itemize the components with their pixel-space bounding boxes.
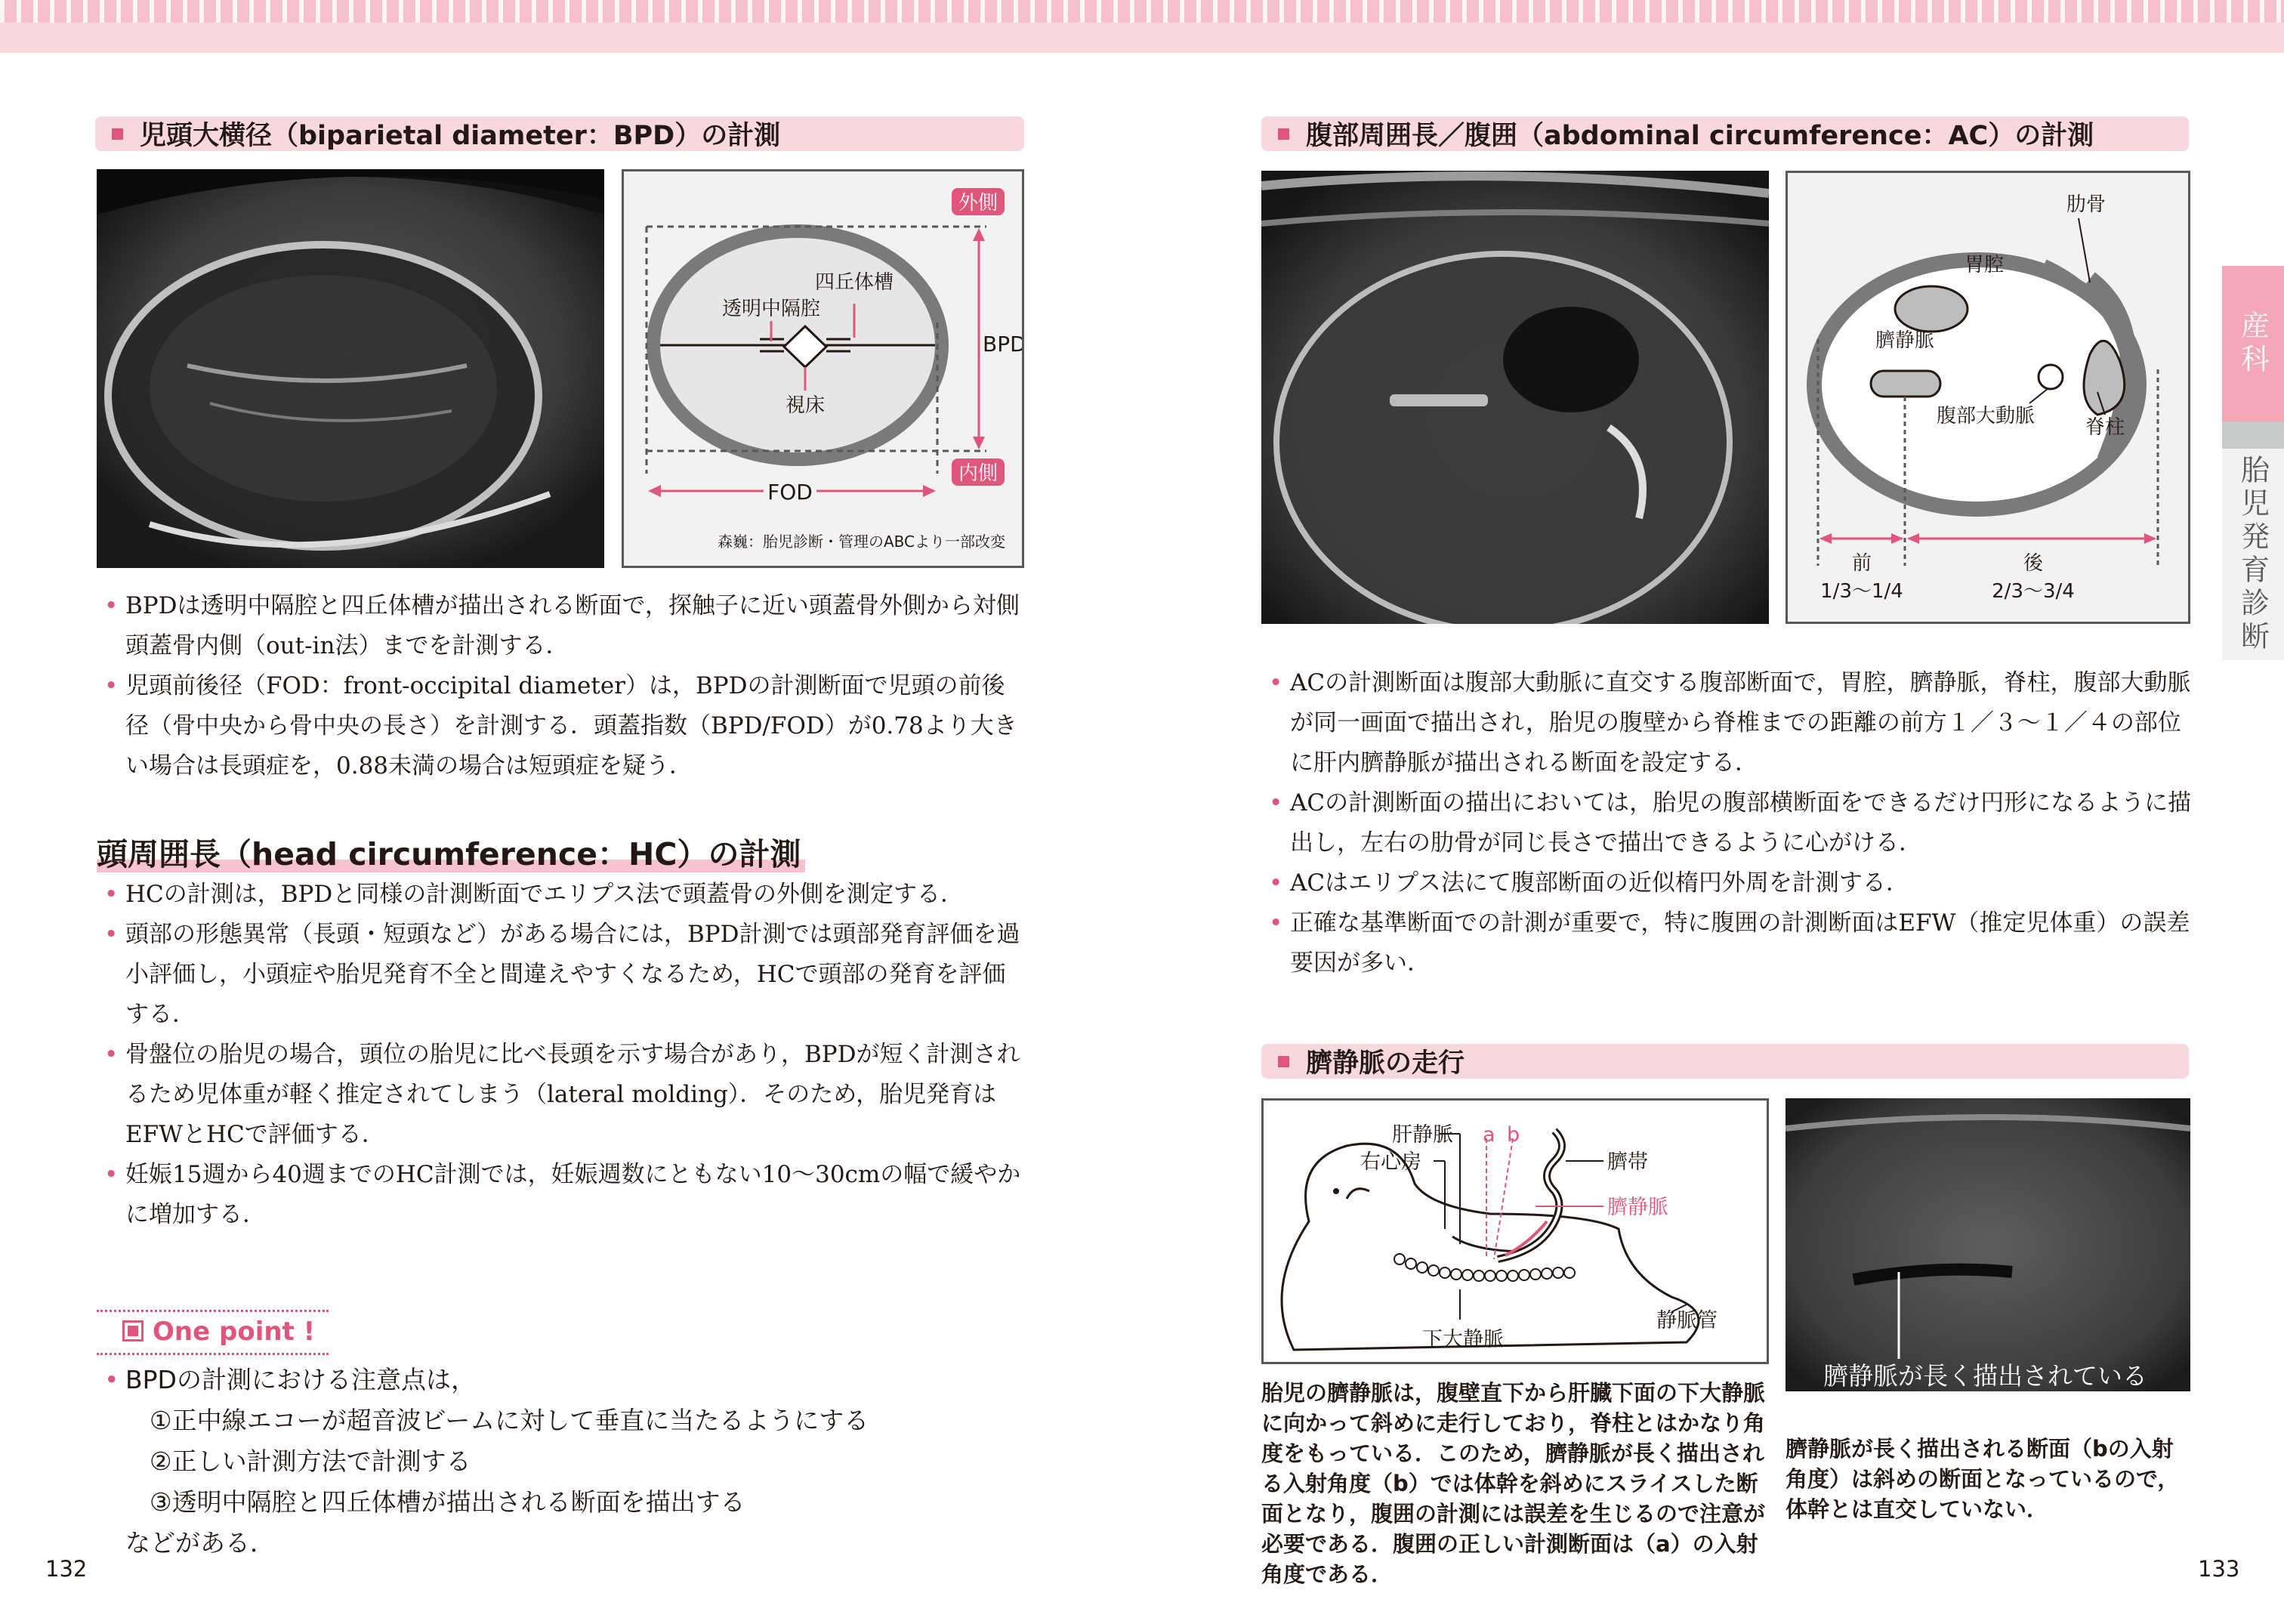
square-bullet-icon bbox=[1278, 1056, 1289, 1067]
ivc-label: 下大静脈 bbox=[1422, 1328, 1504, 1351]
thalamus-label: 視床 bbox=[785, 394, 826, 417]
front-ratio: 1/3～1/4 bbox=[1820, 580, 1903, 603]
one-point-item: ①正中線エコーが超音波ビームに対して垂直に当たるようにする bbox=[150, 1406, 869, 1435]
rib-label: 肋骨 bbox=[2066, 193, 2107, 216]
ac-section-heading: 腹部周囲長／腹囲（abdominal circumference：AC）の計測 bbox=[1261, 116, 2189, 151]
bpd-bullet-list bbox=[97, 586, 1027, 786]
umbilical-vein-caption-right: 臍静脈が長く描出される断面（bの入射角度）は斜めの断面となっているので，体幹とは直交していない． bbox=[1786, 1436, 2180, 1522]
aorta-label: 腹部大動脈 bbox=[1936, 405, 2036, 428]
diagram-source: 森巍：胎児診断・管理のABCより一部改変 bbox=[717, 533, 1005, 551]
one-point-intro: • BPDの計測における注意点は， bbox=[104, 1365, 476, 1394]
side-tab-obstetrics[interactable]: 産科 bbox=[2222, 266, 2284, 421]
angle-b-label: b bbox=[1507, 1123, 1520, 1147]
one-point-body bbox=[97, 1360, 1027, 1564]
side-tab-fetal-growth-label: 胎児発育診断 bbox=[2222, 449, 2284, 660]
square-bullet-icon bbox=[1278, 128, 1289, 140]
ac-diagram bbox=[1786, 171, 2190, 624]
list-item: • ACの計測断面の描出においては，胎児の腹部横断面をできるだけ円形になるように描出し，左右の肋骨が同じ長さで描出できるように心がける． bbox=[1261, 783, 2192, 863]
one-point-item: ③透明中隔腔と四丘体槽が描出される断面を描出する bbox=[150, 1487, 745, 1517]
list-item: • 正確な基準断面での計測が重要で，特に腹囲の計測断面はEFW（推定児体重）の誤差要因が多い． bbox=[1261, 903, 2192, 983]
one-point-item: ②正しい計測方法で計測する bbox=[150, 1446, 471, 1476]
back-ratio: 2/3～3/4 bbox=[1992, 580, 2075, 603]
hc-bullet-list bbox=[97, 875, 1027, 1235]
one-point-header: One point ! bbox=[97, 1310, 329, 1355]
umbilical-vein-ultrasound-image bbox=[1786, 1098, 2190, 1391]
quadrigeminal-cistern-label: 四丘体槽 bbox=[814, 271, 894, 294]
one-point-outro: などがある． bbox=[125, 1528, 275, 1558]
umbilical-cord-label: 臍帯 bbox=[1607, 1150, 1648, 1174]
umbilical-vein-caption-left: 胎児の臍静脈は，腹壁直下から肝臓下面の下大静脈に向かって斜めに走行しており，脊柱とはかなり角度をもっている．このため，臍静脈が長く描出される入射角度（b）では体幹を斜めにスライスした断面となり，腹囲の計測には誤差を生じるので注意が必要である．腹囲の正しい計測断面は（a）の入射角度である． bbox=[1261, 1380, 1766, 1587]
list-item: • HCの計測は，BPDと同様の計測断面でエリプス法で頭蓋骨の外側を測定する． bbox=[97, 875, 1027, 915]
square-bullet-icon bbox=[112, 128, 123, 140]
hepatic-vein-label: 肝静脈 bbox=[1392, 1123, 1453, 1147]
ac-bullet-list bbox=[1261, 663, 2192, 983]
outer-label: 外側 bbox=[958, 192, 998, 215]
list-item: • ACはエリプス法にて腹部断面の近似楕円外周を計測する． bbox=[1261, 863, 2192, 903]
list-item: • BPDは透明中隔腔と四丘体槽が描出される断面で，探触子に近い頭蓋骨外側から対側頭蓋骨内側（out-in法）までを計測する． bbox=[97, 586, 1027, 666]
stomach-label: 胃腔 bbox=[1964, 254, 2005, 276]
list-item: • 骨盤位の胎児の場合，頭位の胎児に比べ長頭を示す場合があり，BPDが短く計測されるため児体重が軽く推定されてしまう（lateral molding）．そのため，胎児発育はEFWとHCで評価する． bbox=[97, 1035, 1027, 1155]
right-atrium-label: 右心房 bbox=[1360, 1150, 1421, 1174]
spine-label: 脊柱 bbox=[2085, 416, 2125, 439]
top-decorative-band bbox=[0, 0, 2284, 53]
side-tab-fetal-growth[interactable] bbox=[2222, 421, 2284, 449]
one-point-icon bbox=[122, 1320, 144, 1341]
ductus-venosus-label: 静脈管 bbox=[1656, 1309, 1718, 1332]
page-number-right: 133 bbox=[2198, 1556, 2240, 1582]
fod-label: FOD bbox=[767, 480, 813, 505]
bpd-diagram bbox=[622, 169, 1024, 568]
bpd-ultrasound-image bbox=[97, 169, 604, 568]
hc-heading: 頭周囲長（head circumference：HC）の計測 bbox=[97, 829, 805, 874]
inner-label: 内側 bbox=[958, 462, 998, 485]
back-label: 後 bbox=[2023, 552, 2044, 575]
angle-a-label: a bbox=[1483, 1123, 1495, 1147]
page-number-left: 132 bbox=[45, 1556, 88, 1582]
bpd-label: BPD bbox=[983, 332, 1022, 357]
umbilical-vein-label: 臍静脈 bbox=[1607, 1196, 1668, 1219]
list-item: • ACの計測断面は腹部大動脈に直交する腹部断面で，胃腔，臍静脈，脊柱，腹部大動脈が同一画面で描出され，胎児の腹壁から脊椎までの距離の前方１／３～１／４の部位に肝内臍静脈が描出される断面を設定する． bbox=[1261, 663, 2192, 783]
us-annotation-label: 臍静脈が長く描出されている bbox=[1823, 1361, 2147, 1391]
septum-pellucidum-label: 透明中隔腔 bbox=[721, 298, 821, 320]
ac-ultrasound-image bbox=[1261, 171, 1769, 624]
bpd-section-heading: 児頭大横径（biparietal diameter：BPD）の計測 bbox=[95, 116, 1024, 151]
umbilical-vein-section-heading: 臍静脈の走行 bbox=[1261, 1044, 2189, 1079]
umbilical-vein-label: 臍静脈 bbox=[1875, 329, 1935, 352]
umbilical-vein-diagram bbox=[1261, 1098, 1769, 1364]
list-item: • 頭部の形態異常（長頭・短頭など）がある場合には，BPD計測では頭部発育評価を過小評価し，小頭症や胎児発育不全と間違えやすくなるため，HCで頭部の発育を評価する． bbox=[97, 915, 1027, 1035]
list-item: • 妊娠15週から40週までのHC計測では，妊娠週数にともない10～30cmの幅で緩やかに増加する． bbox=[97, 1155, 1027, 1235]
front-label: 前 bbox=[1851, 552, 1872, 575]
list-item: • 児頭前後径（FOD：front-occipital diameter）は，BPDの計測断面で児頭の前後径（骨中央から骨中央の長さ）を計測する．頭蓋指数（BPD/FOD）が0.78より大きい場合は長頭症を，0.88未満の場合は短頭症を疑う． bbox=[97, 666, 1027, 786]
